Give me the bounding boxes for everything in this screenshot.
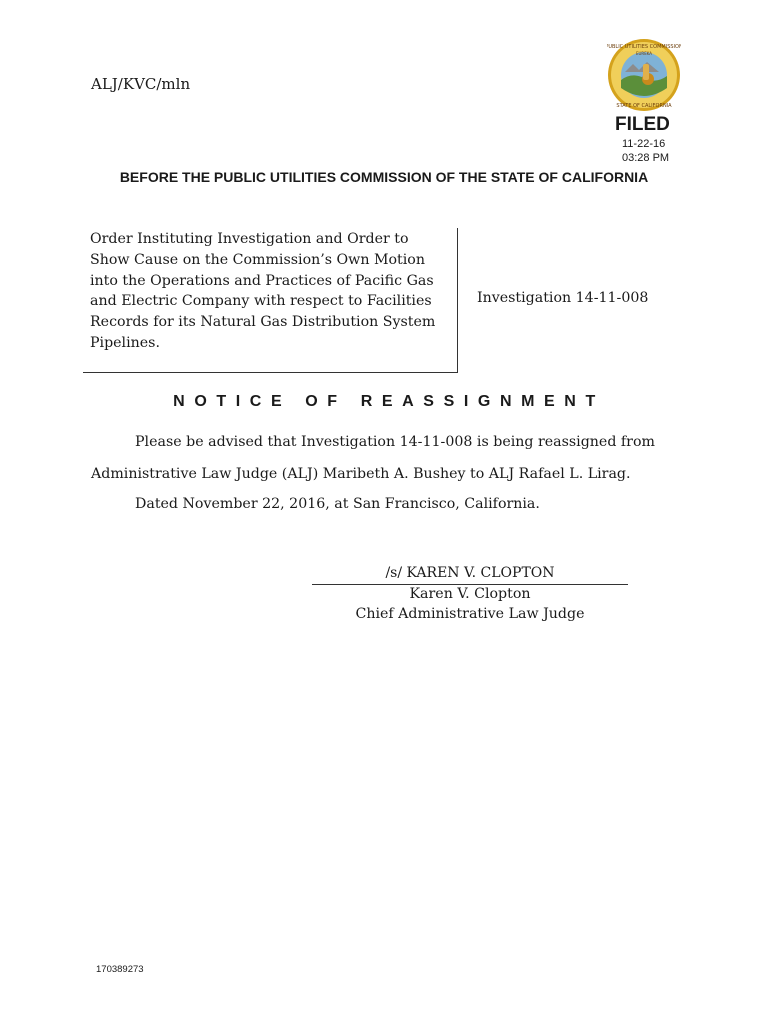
filed-stamp-date: 11-22-16	[622, 138, 666, 150]
filed-stamp-label: FILED	[615, 114, 670, 135]
notice-title: NOTICE OF REASSIGNMENT	[173, 393, 605, 410]
case-caption	[90, 229, 450, 354]
seal-text-bottom: STATE OF CALIFORNIA	[616, 103, 672, 109]
body-paragraph-line: Please be advised that Investigation 14-11-008 is being reassigned from	[135, 434, 655, 450]
commission-seal-icon	[607, 38, 681, 112]
caption-line: into the Operations and Practices of Pacific Gas	[90, 272, 434, 289]
caption-line: Order Instituting Investigation and Order to	[90, 231, 409, 247]
body-paragraph-line: Administrative Law Judge (ALJ) Maribeth A. Bushey to ALJ Rafael L. Lirag.	[91, 466, 631, 482]
seal-text-motto: EUREKA	[635, 51, 653, 56]
signature-line	[312, 584, 628, 585]
filed-stamp-time: 03:28 PM	[622, 152, 670, 164]
dated-line: Dated November 22, 2016, at San Francisco, California.	[135, 496, 540, 512]
document-number: 170389273	[96, 964, 144, 975]
seal-text-top: PUBLIC UTILITIES COMMISSION	[607, 44, 681, 50]
document-reference-code: ALJ/KVC/mln	[91, 75, 191, 93]
electronic-signature: /s/ KAREN V. CLOPTON	[385, 565, 555, 581]
signer-title: Chief Administrative Law Judge	[355, 606, 585, 622]
proceeding-number: Investigation 14-11-008	[477, 290, 649, 306]
signer-name: Karen V. Clopton	[409, 586, 531, 602]
caption-line: Show Cause on the Commission’s Own Motion	[90, 251, 425, 268]
commission-heading: BEFORE THE PUBLIC UTILITIES COMMISSION OF THE STATE OF CALIFORNIA	[119, 169, 649, 185]
caption-line: Records for its Natural Gas Distribution System	[90, 314, 436, 331]
caption-line: Pipelines.	[90, 334, 160, 351]
caption-line: and Electric Company with respect to Facilities	[90, 293, 432, 310]
